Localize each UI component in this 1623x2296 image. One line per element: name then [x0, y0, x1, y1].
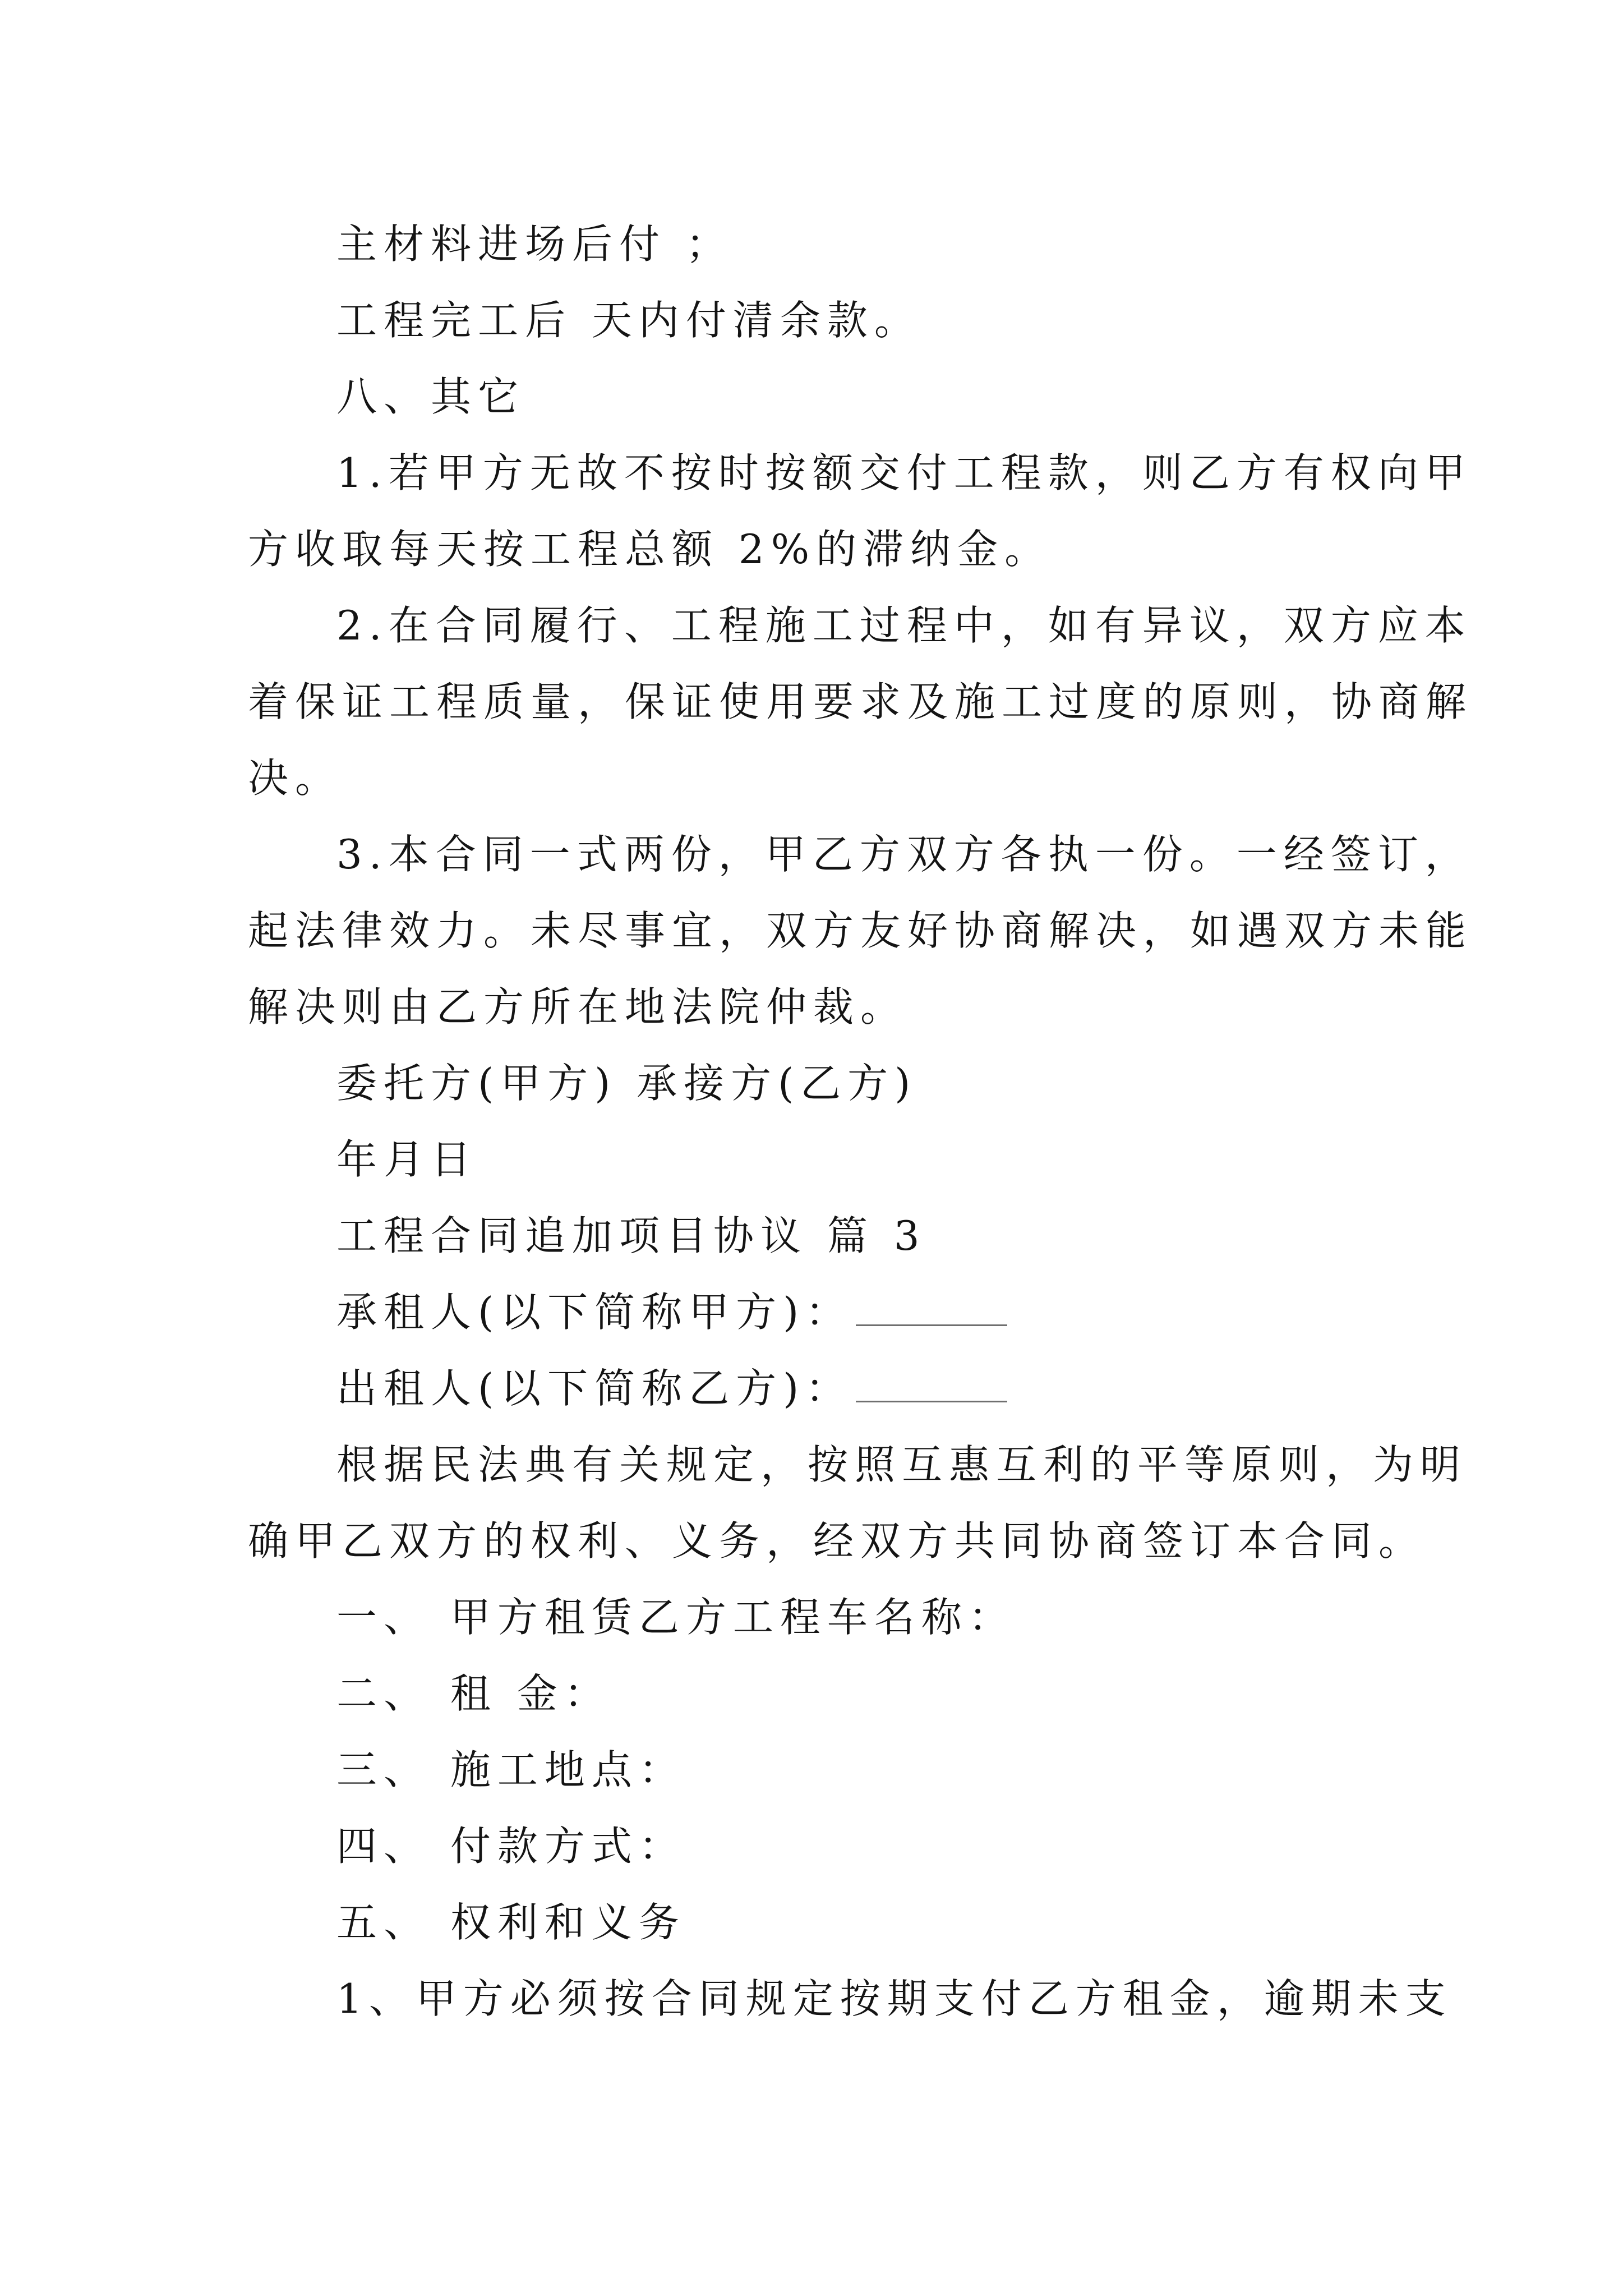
text-line: 方收取每天按工程总额 2%的滞纳金。: [248, 526, 1052, 573]
text-line: 解决则由乙方所在地法院仲裁。: [248, 983, 908, 1030]
lessor-line: [336, 1363, 1007, 1414]
text-line: 着保证工程质量，保证使用要求及施工过度的原则，协商解: [248, 678, 1473, 725]
text-line: 工程完工后 天内付清余款。: [336, 297, 921, 344]
clause-line: 五、 权利和义务: [336, 1899, 686, 1946]
text-line: 1.若甲方无故不按时按额交付工程款，则乙方有权向甲: [336, 449, 1472, 496]
fill-in-blank: [856, 1367, 1007, 1402]
clause-line: 二、 租 金：: [336, 1670, 611, 1717]
text-line: 根据民法典有关规定，按照互惠互利的平等原则，为明: [336, 1441, 1468, 1488]
text-line: 2.在合同履行、工程施工过程中，如有异议，双方应本: [336, 602, 1472, 649]
date-line: 年月日: [336, 1136, 478, 1183]
text-line: 起法律效力。未尽事宜，双方友好协商解决，如遇双方未能: [248, 907, 1473, 954]
clause-line: 四、 付款方式：: [336, 1823, 686, 1870]
fill-in-blank: [856, 1291, 1007, 1326]
section-heading: 八、其它: [336, 373, 525, 420]
text-line: 确甲乙双方的权利、义务，经双方共同协商签订本合同。: [248, 1517, 1426, 1565]
text-line: 决。: [248, 754, 343, 802]
lessee-label: 承租人(以下简称甲方)：: [336, 1289, 853, 1336]
clause-line: 三、 施工地点：: [336, 1746, 686, 1793]
section-title: 工程合同追加项目协议 篇 3: [336, 1212, 926, 1259]
text-line: 3.本合同一式两份，甲乙方双方各执一份。一经签订，: [336, 831, 1472, 878]
lessee-line: [336, 1287, 1007, 1337]
text-line: 主材料进场后付 ；: [336, 220, 733, 268]
text-line: 1、甲方必须按合同规定按期支付乙方租金，逾期未支: [336, 1975, 1453, 2022]
signature-parties: 委托方(甲方) 承接方(乙方): [336, 1060, 917, 1107]
clause-line: 一、 甲方租赁乙方工程车名称：: [336, 1594, 1016, 1641]
lessor-label: 出租人(以下简称乙方)：: [336, 1365, 853, 1412]
